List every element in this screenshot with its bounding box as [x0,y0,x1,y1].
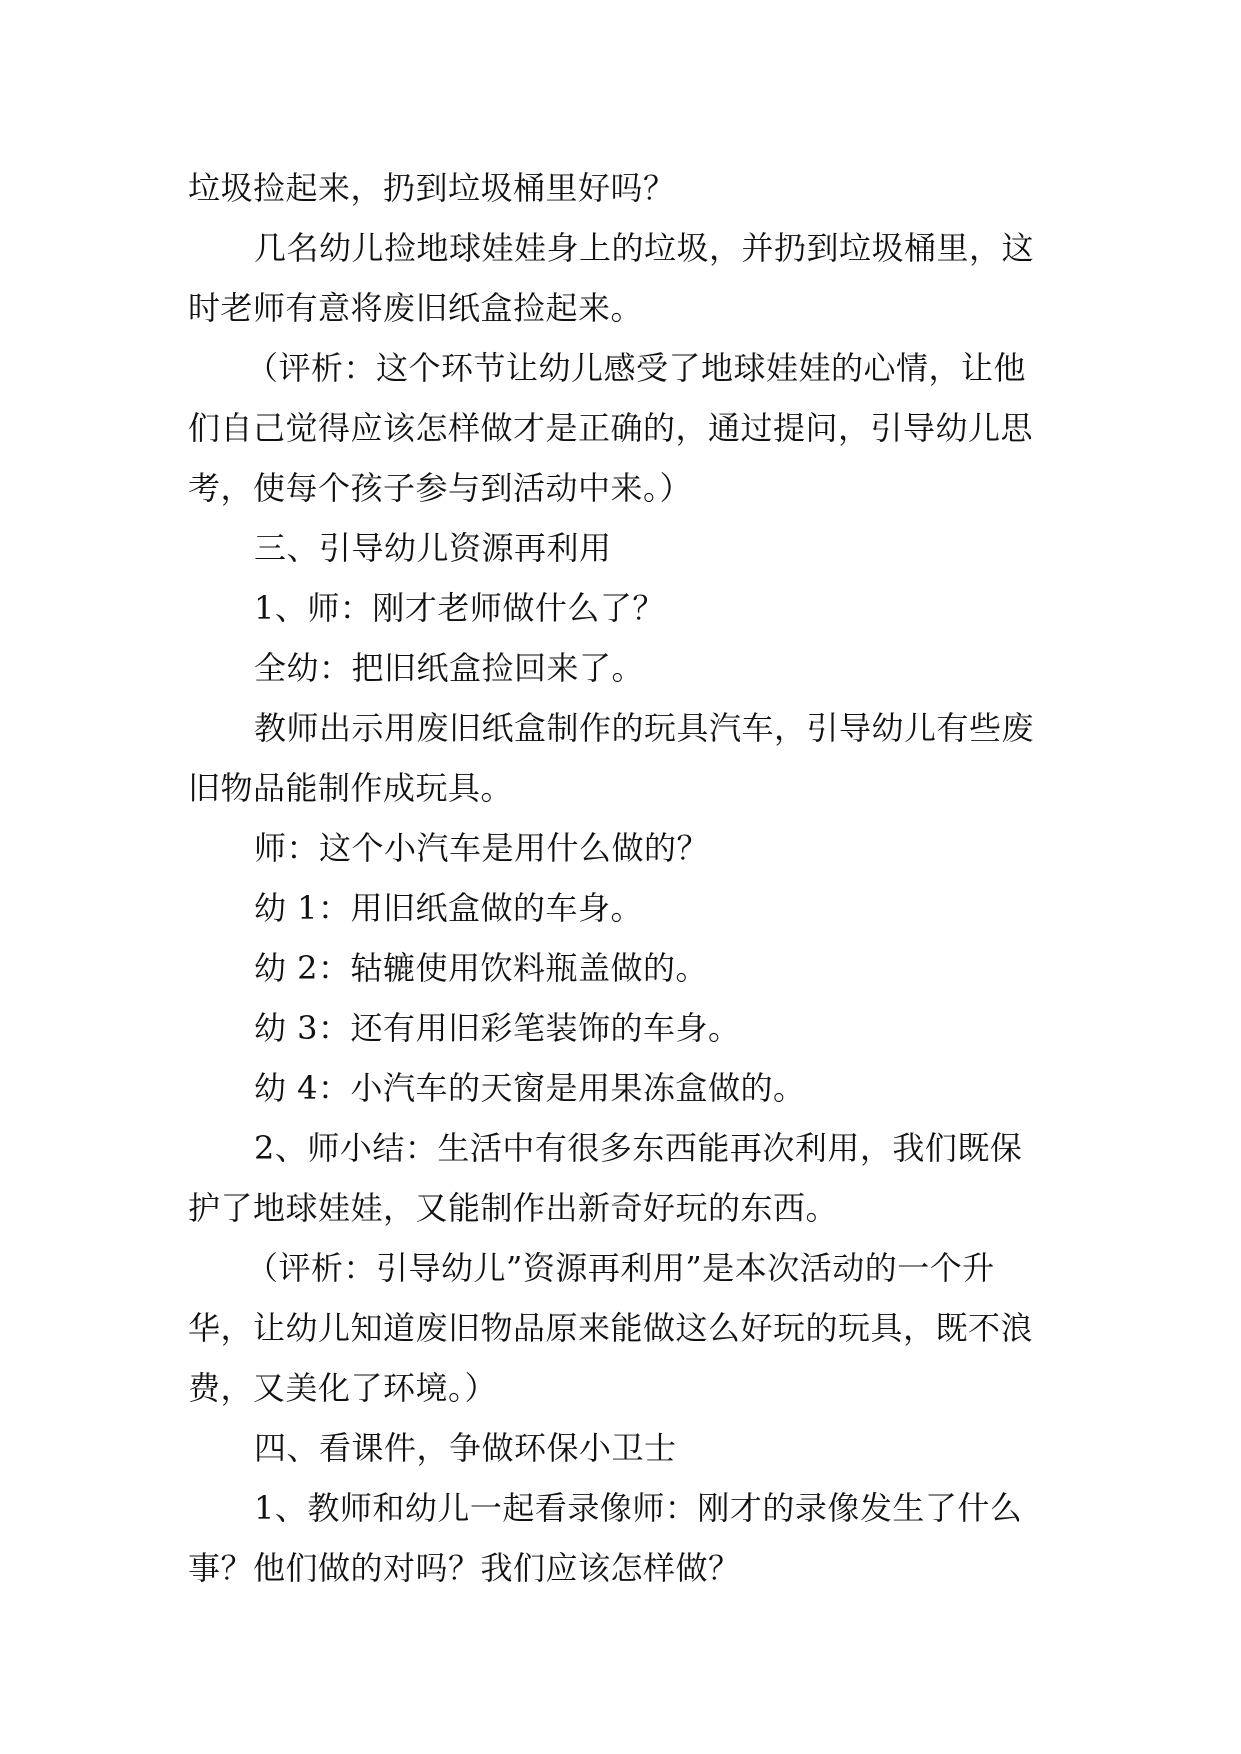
text-line: （评析：引导幼儿”资源再利用”是本次活动的一个升 [246,1249,995,1287]
text-line: 幼 4：小汽车的天窗是用果冻盒做的。 [254,1069,806,1107]
text-line: 事？他们做的对吗？我们应该怎样做？ [188,1549,741,1587]
text-line: 们自己觉得应该怎样做才是正确的，通过提问，引导幼儿思 [188,409,1034,447]
section-heading: 三、引导幼儿资源再利用 [254,529,612,567]
text-line: 几名幼儿捡地球娃娃身上的垃圾，并扔到垃圾桶里，这 [254,229,1035,267]
text-line: 2、师小结：生活中有很多东西能再次利用，我们既保 [254,1129,1023,1167]
text-line: 费，又美化了环境。） [188,1369,498,1407]
text-line: （评析：这个环节让幼儿感受了地球娃娃的心情，让他 [246,349,1027,387]
text-line: 幼 2：轱辘使用饮料瓶盖做的。 [254,949,709,987]
text-line: 垃圾捡起来，扔到垃圾桶里好吗？ [188,169,676,207]
text-line: 旧物品能制作成玩具。 [188,769,514,807]
text-line: 师：这个小汽车是用什么做的？ [254,829,710,867]
text-line: 时老师有意将废旧纸盒捡起来。 [188,289,644,327]
text-line: 考，使每个孩子参与到活动中来。） [188,469,693,507]
section-heading: 四、看课件，争做环保小卫士 [254,1429,677,1467]
text-line: 护了地球娃娃，又能制作出新奇好玩的东西。 [188,1189,839,1227]
text-line: 幼 3：还有用旧彩笔装饰的车身。 [254,1009,741,1047]
text-line: 幼 1：用旧纸盒做的车身。 [254,889,644,927]
text-line: 全幼：把旧纸盒捡回来了。 [254,649,645,687]
text-line: 华，让幼儿知道废旧物品原来能做这么好玩的玩具，既不浪 [188,1309,1034,1347]
text-line: 1、教师和幼儿一起看录像师：刚才的录像发生了什么 [254,1489,1023,1527]
document-body [188,158,1056,1598]
text-line: 教师出示用废旧纸盒制作的玩具汽车，引导幼儿有些废 [254,709,1035,747]
text-line: 1、师：刚才老师做什么了？ [254,589,665,627]
